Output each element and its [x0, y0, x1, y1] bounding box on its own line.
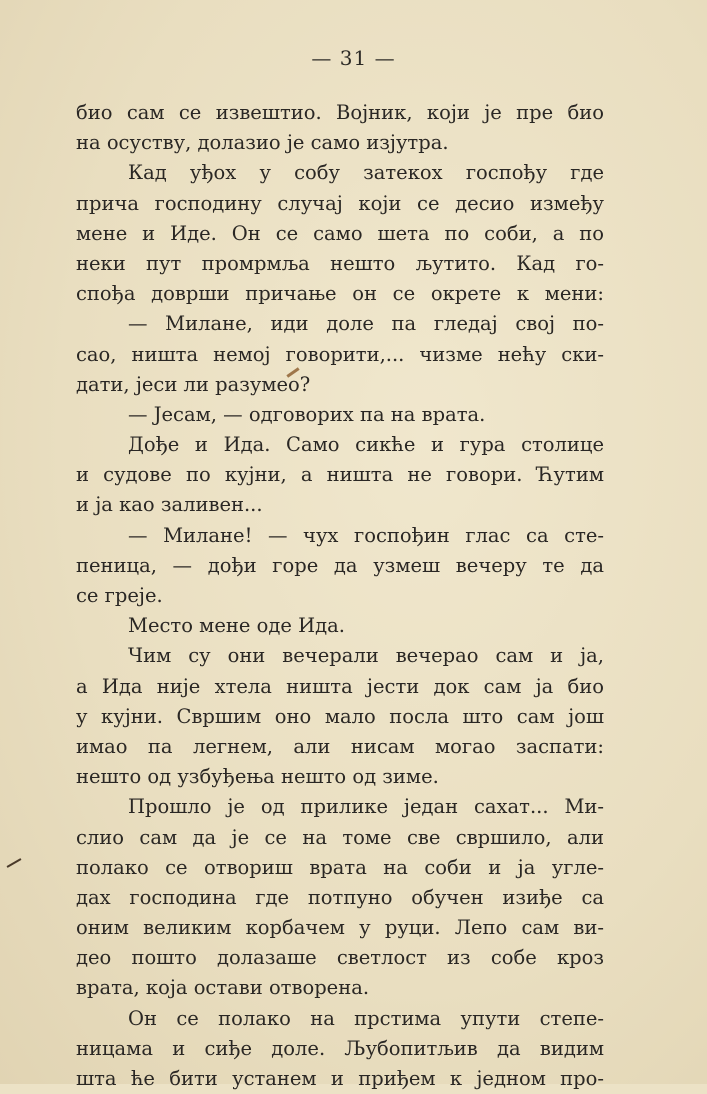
text-line: неки пут промрмља нешто љутито. Кад го-: [76, 251, 604, 275]
text-line: — Јесам, — одговорих па на врата.: [128, 402, 486, 426]
text-line: пеница, — дођи горе да узмеш вечеру те да: [76, 553, 604, 577]
body-text: [76, 98, 604, 1094]
text-line: спођа доврши причање он се окрете к мени:: [76, 282, 604, 306]
text-line: ницама и сиђе доле. Љубопитљив да видим: [76, 1036, 604, 1060]
text-line: и ја као заливен...: [76, 493, 263, 517]
text-line: а Ида није хтела ништа јести док сам ја био: [76, 674, 604, 698]
text-line: оним великим корбачем у руци. Лепо сам ви-: [76, 916, 604, 940]
text-line: шта ће бити устанем и приђем к једном про-: [76, 1067, 604, 1090]
text-line: прича господину случај који се десио између: [76, 191, 604, 215]
text-line: имао па легнем, али нисам могао заспати:: [76, 734, 604, 758]
text-line: Чим су они вечерали вечерао сам и ја,: [128, 644, 604, 668]
text-line: Место мене оде Ида.: [128, 614, 345, 638]
text-line: Он се полако на прстима упути степе-: [128, 1006, 604, 1030]
text-line: сао, ништа немој говорити,... чизме нећу ски-: [76, 342, 604, 366]
text-line: дати, јеси ли разумео?: [76, 372, 311, 396]
text-line: дах господина где потпуно обучен изиђе са: [76, 885, 604, 909]
text-line: део пошто долазаше светлост из собе кроз: [76, 946, 604, 970]
text-line: — Милане! — чух госпођин глас са сте-: [128, 523, 604, 547]
text-line: Прошло је од прилике један сахат... Ми-: [128, 795, 604, 819]
text-line: и судове по кујни, а ништа не говори. Ћутим: [76, 463, 604, 487]
text-line: — Милане, иди доле па гледај свој по-: [128, 312, 604, 336]
text-line: се греје.: [76, 584, 163, 607]
text-line: на осуству, долазио је само изјутра.: [76, 131, 449, 155]
text-line: Кад уђох у собу затекох госпођу где: [128, 161, 604, 185]
text-line: у кујни. Свршим оно мало посла што сам још: [76, 704, 604, 728]
text-line: нешто од узбуђења нешто од зиме.: [76, 765, 439, 789]
text-line: полако се отвориш врата на соби и ја угле-: [76, 855, 604, 879]
text-line: Дође и Ида. Само сикће и гура столице: [128, 433, 604, 457]
page-number: — 31 —: [311, 46, 396, 70]
text-line: био сам се извештио. Војник, који је пре био: [76, 101, 604, 124]
margin-mark: [7, 858, 22, 868]
text-line: мене и Иде. Он се само шета по соби, а по: [76, 221, 604, 245]
text-line: врата, која остави отворена.: [76, 976, 370, 1000]
text-line: слио сам да је се на томе све свршило, али: [76, 825, 604, 849]
